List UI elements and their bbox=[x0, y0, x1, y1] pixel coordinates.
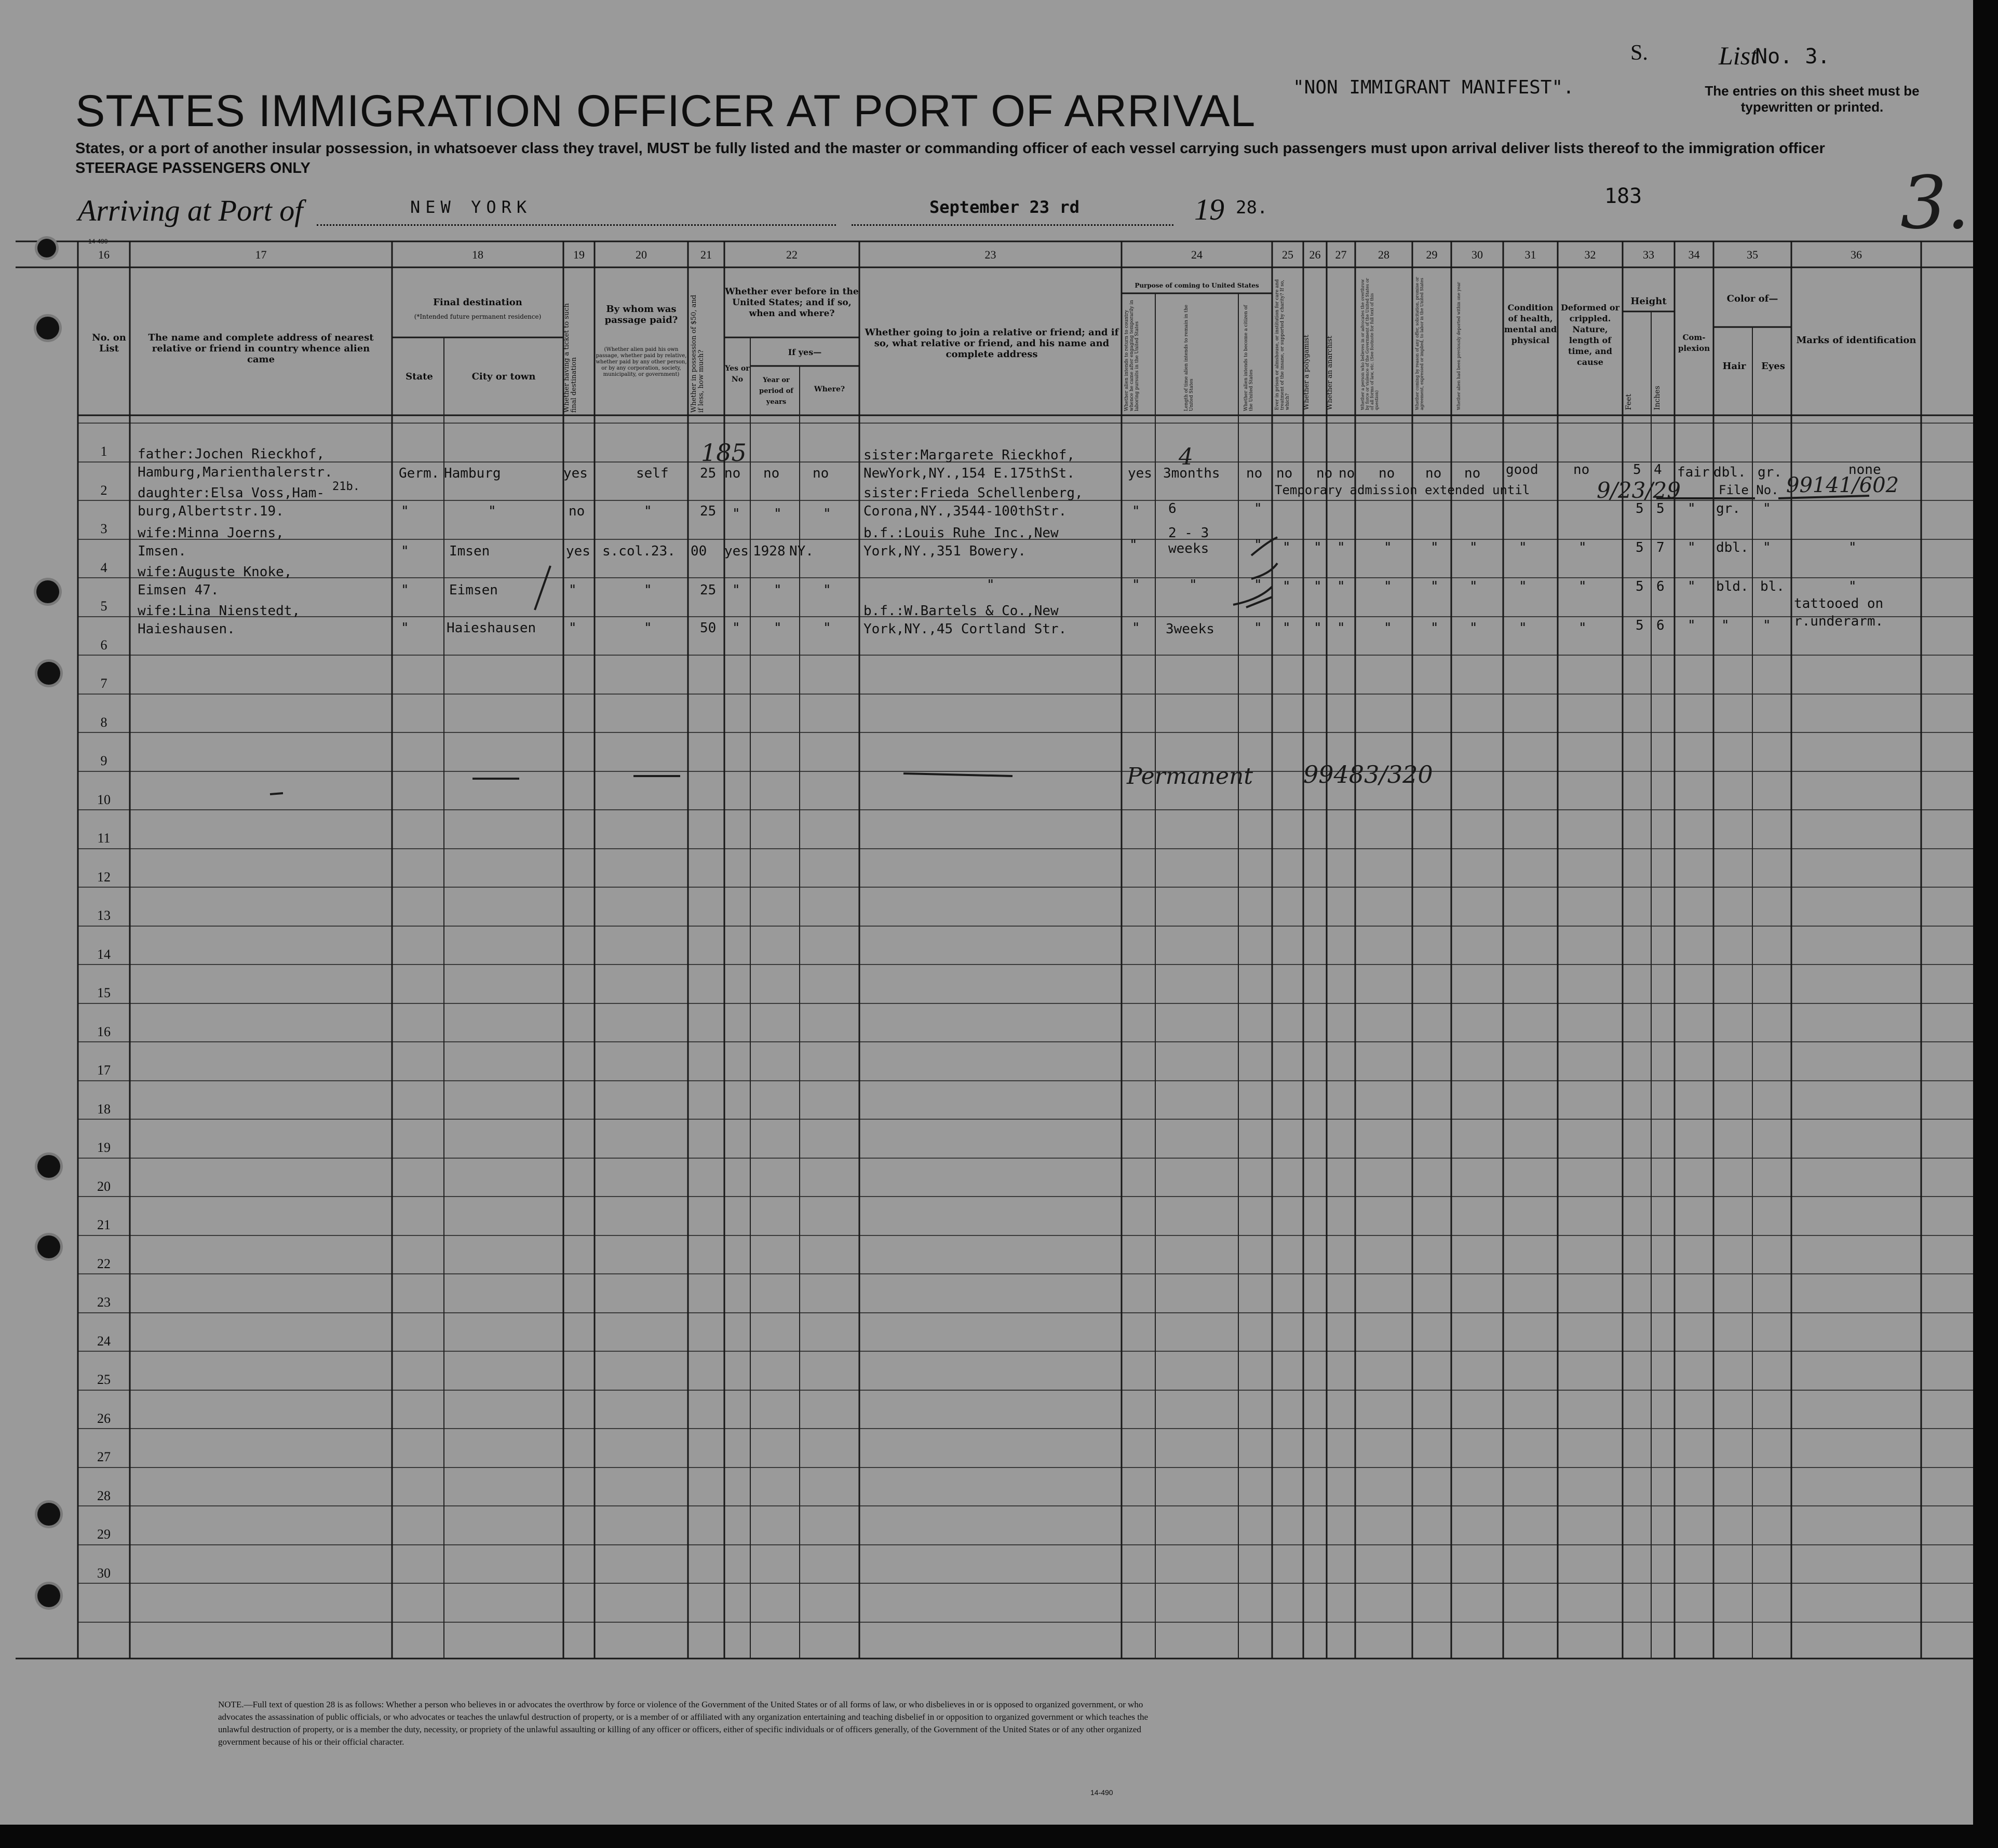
row2-state: " bbox=[401, 504, 409, 519]
row3-marks: " bbox=[1848, 579, 1857, 594]
row1-joining-line1: sister:Margarete Rieckhof, bbox=[863, 447, 1075, 463]
row4-city: Eimsen bbox=[449, 582, 498, 598]
header-purpose: Purpose of coming to United States bbox=[1135, 282, 1259, 289]
row3-inches: 7 bbox=[1656, 540, 1665, 555]
row-number: 2 bbox=[100, 483, 107, 498]
row3-period: 1928 bbox=[753, 543, 786, 559]
row3-return: " bbox=[1129, 537, 1138, 553]
row2-citizen: " bbox=[1254, 501, 1262, 517]
arrival-date: September 23 rd bbox=[929, 197, 1079, 217]
header-deformed: Deformed or crippled. Nature, length of time, and cause bbox=[1560, 303, 1619, 367]
row1-citizen: no bbox=[1246, 466, 1263, 481]
column-number: 24 bbox=[1191, 248, 1203, 261]
row3-ticket: yes bbox=[566, 543, 590, 559]
row1-eyes: gr. bbox=[1758, 465, 1782, 480]
header-prison: Ever in prison or almshouse, or institution for care and treatment of the insane, or supported by charity? If so, which? bbox=[1275, 279, 1290, 410]
column-number: 25 bbox=[1282, 248, 1293, 261]
row4-deformed: " bbox=[1578, 579, 1587, 594]
subtitle-steerage: STEERAGE PASSENGERS ONLY bbox=[75, 160, 310, 176]
header-marks: Marks of identification bbox=[1796, 335, 1916, 346]
header-offer: Whether coming by reason of any offer, solicitation, promise or agreement, expressed or implied, to labor in the United States bbox=[1415, 277, 1424, 410]
row-number: 13 bbox=[97, 908, 111, 923]
punch-hole bbox=[37, 1155, 60, 1178]
row2-period: " bbox=[774, 506, 782, 522]
row3-complexion: " bbox=[1688, 540, 1696, 555]
row-number: 17 bbox=[97, 1063, 111, 1078]
row4-length: " bbox=[1189, 577, 1197, 593]
row5-relative-line1: wife:Lina Nienstedt, bbox=[138, 603, 301, 619]
row3-paid-by: s.col.23. bbox=[602, 543, 676, 559]
header-final-destination-note: (*Intended future permanent residence) bbox=[414, 313, 542, 320]
row2-inches: 5 bbox=[1656, 501, 1665, 517]
header-final-destination: Final destination bbox=[433, 297, 522, 308]
column-number: 16 bbox=[98, 248, 110, 261]
year-prefix: 19 bbox=[1194, 193, 1224, 226]
row4-marks: tattooed on bbox=[1794, 596, 1884, 612]
column-number: 29 bbox=[1426, 248, 1438, 261]
row2-relative-line2: burg,Albertstr.19. bbox=[138, 504, 284, 519]
column-number: 33 bbox=[1643, 248, 1654, 261]
column-number: 19 bbox=[573, 248, 585, 261]
header-anarchist: Whether an anarchist bbox=[1326, 335, 1334, 410]
row2-feet: 5 bbox=[1636, 501, 1644, 517]
header-purpose-c: Whether alien intends to become a citizen of the United States bbox=[1244, 305, 1254, 411]
header-color-of: Color of— bbox=[1726, 293, 1778, 304]
row3-c28: " bbox=[1384, 540, 1392, 555]
column-number: 20 bbox=[636, 248, 647, 261]
row4-relative-line1: wife:Auguste Knoke, bbox=[138, 564, 292, 580]
row-number: 3 bbox=[100, 521, 107, 536]
row-number: 19 bbox=[97, 1140, 111, 1155]
row4-period: " bbox=[774, 582, 782, 598]
row5-deformed: " bbox=[1578, 620, 1587, 636]
header-complexion: Com-plexion bbox=[1678, 333, 1710, 353]
row5-marks: r.underarm. bbox=[1794, 614, 1884, 629]
row2-before: " bbox=[732, 506, 740, 522]
row1-marks: none bbox=[1848, 462, 1881, 478]
row3-relative-line1: wife:Minna Joerns, bbox=[138, 525, 284, 541]
row5-length: 3weeks bbox=[1166, 621, 1214, 637]
column-number: 26 bbox=[1309, 248, 1321, 261]
row2-paid-by: " bbox=[644, 504, 652, 519]
row2-length: 6 bbox=[1168, 501, 1177, 517]
row1-city: Hamburg bbox=[444, 466, 501, 481]
row5-c25: " bbox=[1282, 620, 1291, 636]
row2-hair: gr. bbox=[1716, 501, 1740, 517]
row5-c29: " bbox=[1430, 620, 1439, 636]
row3-health: " bbox=[1519, 540, 1527, 555]
row5-c30: " bbox=[1469, 620, 1478, 636]
header-passage-paid-note: (Whether alien paid his own passage, whether paid by relative, whether paid by any other person, or by any corporation, society, municipality, or government) bbox=[596, 347, 687, 377]
row4-inches: 6 bbox=[1656, 579, 1665, 594]
row1-period: no bbox=[763, 466, 780, 481]
header-joining: Whether going to join a relative or friend; and if so, what relative or friend, and his name and complete address bbox=[865, 327, 1119, 360]
row5-health: " bbox=[1519, 620, 1527, 636]
row4-before: " bbox=[732, 582, 740, 598]
row4-c30: " bbox=[1469, 579, 1478, 594]
row3-hair: dbl. bbox=[1716, 540, 1749, 555]
row2-file-number: 99141/602 bbox=[1786, 473, 1899, 497]
sheet-number: 183 bbox=[1604, 184, 1642, 208]
row4-complexion: " bbox=[1688, 579, 1696, 594]
row4-paid-by: " bbox=[644, 582, 652, 598]
row2-where: " bbox=[823, 506, 831, 522]
row2-city: " bbox=[488, 504, 496, 519]
row5-complexion: " bbox=[1688, 618, 1696, 633]
list-s-marker: S. bbox=[1630, 41, 1648, 65]
row3-c25: " bbox=[1282, 540, 1291, 555]
punch-hole bbox=[37, 1235, 60, 1258]
row5-ticket: " bbox=[569, 620, 577, 636]
row4-c26: " bbox=[1314, 579, 1322, 594]
row4-relative-line2: Eimsen 47. bbox=[138, 582, 219, 598]
header-relative-address: The name and complete address of nearest relative or friend in country whence alien came bbox=[148, 332, 374, 365]
row-number: 10 bbox=[97, 792, 111, 807]
row2-extension-date: 9/23/29 bbox=[1597, 478, 1681, 503]
row4-ticket: " bbox=[569, 582, 577, 598]
row3-length-line2: weeks bbox=[1168, 541, 1209, 556]
list-number: No. 3. bbox=[1755, 45, 1830, 69]
row5-return: " bbox=[1132, 620, 1140, 636]
row3-joining-line2: York,NY.,351 Bowery. bbox=[863, 543, 1027, 559]
header-feet: Feet bbox=[1625, 393, 1633, 410]
header-height: Height bbox=[1630, 296, 1667, 307]
row4-joining: " bbox=[987, 577, 995, 593]
column-number: 30 bbox=[1472, 248, 1483, 261]
header-before-in-us: Whether ever before in the United States; and if so, when and where? bbox=[725, 287, 859, 319]
row-number: 22 bbox=[97, 1256, 111, 1271]
row1-where: no bbox=[813, 466, 829, 481]
row4-citizen: " bbox=[1254, 577, 1262, 593]
instructions: The entries on this sheet must be typewritten or printed. bbox=[1705, 83, 1920, 115]
header-health: Condition of health, mental and physical bbox=[1504, 303, 1557, 345]
row5-eyes: " bbox=[1763, 618, 1771, 633]
subtitle: States, or a port of another insular possession, in whatsoever class they travel, MUST be fully listed and the master or commanding officer of each vessel carrying such passengers must upon arrival deliver lists thereof to the immigration officer bbox=[75, 140, 1825, 157]
header-overthrow: Whether a person who believes in or advocates the overthrow by force or violence of the Government of the United States or of all forms of law, etc. (See footnote for full text of this question) bbox=[1360, 278, 1379, 410]
row2-joining-line1: sister:Frieda Schellenberg, bbox=[863, 485, 1083, 501]
row4-hair: bld. bbox=[1716, 579, 1749, 594]
punch-hole bbox=[37, 662, 60, 685]
column-number: 34 bbox=[1688, 248, 1700, 261]
row1-inches: 4 bbox=[1654, 462, 1662, 478]
row1-c25: no bbox=[1276, 466, 1293, 481]
handwritten-sheet-number: 3. bbox=[1900, 161, 1970, 246]
column-number: 32 bbox=[1584, 248, 1596, 261]
row1-relative-line2: Hamburg,Marienthalerstr. bbox=[138, 465, 333, 480]
row-number: 16 bbox=[97, 1024, 111, 1039]
row-number: 11 bbox=[97, 831, 111, 846]
row5-paid-by: " bbox=[644, 620, 652, 636]
row4-health: " bbox=[1519, 579, 1527, 594]
year-suffix: 28. bbox=[1236, 197, 1268, 218]
row1-feet: 5 bbox=[1633, 462, 1641, 478]
permanent-number: 99483/320 bbox=[1303, 760, 1433, 789]
header-period: Year or period of years bbox=[759, 376, 793, 406]
header-purpose-a: Whether alien intends to return to country whence he came after engaging temporarily in laboring pursuits in the United States bbox=[1124, 300, 1140, 411]
manifest-type-label: "NON IMMIGRANT MANIFEST". bbox=[1293, 77, 1574, 98]
row2-ticket: no bbox=[569, 504, 585, 519]
row-number: 4 bbox=[100, 560, 107, 575]
row4-feet: 5 bbox=[1636, 579, 1644, 594]
row-number: 9 bbox=[100, 753, 107, 768]
row5-c28: " bbox=[1384, 620, 1392, 636]
row3-before: yes bbox=[724, 543, 749, 559]
header-eyes: Eyes bbox=[1761, 361, 1785, 372]
header-hair: Hair bbox=[1722, 361, 1746, 372]
row4-eyes: bl. bbox=[1760, 579, 1785, 594]
row1-return: yes bbox=[1128, 466, 1152, 481]
row1-relative-line2-suffix: 21b. bbox=[332, 480, 360, 493]
header-deported: Whether alien had been previously deported within one year bbox=[1456, 282, 1461, 410]
row5-period: " bbox=[774, 620, 782, 636]
column-number: 23 bbox=[984, 248, 996, 261]
column-number: 31 bbox=[1524, 248, 1536, 261]
row-number: 28 bbox=[97, 1488, 111, 1503]
row2-remark: Temporary admission extended until bbox=[1275, 483, 1530, 497]
row2-complexion: " bbox=[1688, 501, 1696, 517]
header-purpose-b: Length of time alien intends to remain in the United States bbox=[1184, 305, 1194, 411]
header-city: City or town bbox=[471, 371, 536, 382]
row-number: 24 bbox=[97, 1334, 111, 1349]
row3-city: Imsen bbox=[449, 543, 490, 559]
row1-c30: no bbox=[1464, 466, 1481, 481]
column-number: 27 bbox=[1335, 248, 1347, 261]
row3-citizen: " bbox=[1254, 537, 1262, 553]
row-number: 30 bbox=[97, 1566, 111, 1581]
row-number: 1 bbox=[100, 444, 107, 459]
row1-deformed: no bbox=[1573, 462, 1590, 478]
form-code-top: 14-490 bbox=[88, 238, 108, 245]
row-number: 5 bbox=[100, 599, 107, 614]
arriving-label: Arriving at Port of bbox=[78, 194, 303, 227]
row4-c29: " bbox=[1430, 579, 1439, 594]
row1-money: 25 bbox=[700, 466, 717, 481]
row5-c27: " bbox=[1337, 620, 1345, 636]
row1-complexion: fair bbox=[1677, 465, 1710, 480]
row-number: 14 bbox=[97, 947, 111, 962]
row1-length-handwritten: 4 bbox=[1179, 444, 1193, 470]
row-number: 20 bbox=[97, 1179, 111, 1194]
header-yes-no: Yes or No bbox=[725, 364, 750, 384]
row1-c28: no bbox=[1379, 466, 1395, 481]
row3-state: " bbox=[401, 543, 409, 559]
row2-file-label: File No. bbox=[1719, 483, 1779, 497]
row5-inches: 6 bbox=[1656, 618, 1665, 633]
header-state: State bbox=[406, 371, 433, 382]
row-number: 25 bbox=[97, 1372, 111, 1387]
row5-where: " bbox=[823, 620, 831, 636]
column-number: 18 bbox=[472, 248, 483, 261]
row3-length: 2 - 3 bbox=[1168, 525, 1209, 541]
row3-where: NY. bbox=[789, 543, 814, 559]
row1-joining-line2: NewYork,NY.,154 E.175thSt. bbox=[863, 466, 1075, 481]
row4-c28: " bbox=[1384, 579, 1392, 594]
row-number: 12 bbox=[97, 869, 111, 885]
row4-c25: " bbox=[1282, 579, 1291, 594]
page-title: STATES IMMIGRATION OFFICER AT PORT OF ARRIVAL bbox=[75, 86, 1256, 136]
header-if-yes: If yes— bbox=[788, 347, 822, 357]
row-number: 15 bbox=[97, 985, 111, 1000]
row5-c26: " bbox=[1314, 620, 1322, 636]
column-number: 22 bbox=[786, 248, 798, 261]
row-number: 21 bbox=[97, 1217, 111, 1232]
row3-c26: " bbox=[1314, 540, 1322, 555]
row2-marks: " bbox=[1848, 540, 1857, 555]
column-number: 35 bbox=[1747, 248, 1758, 261]
punch-hole bbox=[37, 1584, 60, 1607]
row4-money: 25 bbox=[700, 582, 717, 598]
row3-feet: 5 bbox=[1636, 540, 1644, 555]
row1-before: no bbox=[724, 466, 741, 481]
row1-paid-by: self bbox=[636, 466, 669, 481]
row3-joining-line1: b.f.:Louis Ruhe Inc.,New bbox=[863, 525, 1059, 541]
row5-before: " bbox=[732, 620, 740, 636]
row2-joining-line2: Corona,NY.,3544-100thStr. bbox=[863, 504, 1067, 519]
row3-relative-line2: Imsen. bbox=[138, 543, 186, 559]
punch-hole bbox=[36, 580, 59, 603]
row4-return: " bbox=[1132, 577, 1140, 593]
row1-c29: no bbox=[1425, 466, 1442, 481]
column-number: 28 bbox=[1378, 248, 1389, 261]
row5-citizen: " bbox=[1254, 620, 1262, 636]
row-number: 7 bbox=[100, 676, 107, 691]
list-label: List bbox=[1719, 41, 1758, 70]
row5-joining-line1: b.f.:W.Bartels & Co.,New bbox=[863, 603, 1059, 619]
row1-money-handwritten: 185 bbox=[701, 439, 747, 467]
header-passage-paid: By whom was passage paid? bbox=[604, 304, 678, 325]
header-money: Whether in possession of $50, and if less, how much? bbox=[690, 294, 705, 413]
row5-city: Haieshausen bbox=[447, 620, 536, 636]
footnote: NOTE.—Full text of question 28 is as follows: Whether a person who believes in or advocates the overthrow by force or violence of the Government of the United States or of all forms of law, or who disbelieves in or is opposed to organized government, or who advocates the assassination of public officials, or who advocates or teaches the unlawful destruction of property, or is a member of or affiliated with any organization entertaining and teaching disbelief in or opposition to organized government or which teaches the unlawful destruction of property, or is a member the duty, necessity, or propriety of the unlawful assaulting or killing of any officer or officers, either of specific individuals or of officers generally, of the Government of the United States or of any other organized government because of his or their official character. bbox=[218, 1700, 1149, 1747]
header-inches: Inches bbox=[1653, 386, 1662, 410]
header-where: Where? bbox=[814, 385, 845, 393]
column-number: 36 bbox=[1851, 248, 1862, 261]
row1-c26: no bbox=[1316, 466, 1333, 481]
row5-feet: 5 bbox=[1636, 618, 1644, 633]
row-number: 27 bbox=[97, 1449, 111, 1464]
row-number: 26 bbox=[97, 1411, 111, 1426]
row-number: 29 bbox=[97, 1527, 111, 1542]
row4-c27: " bbox=[1337, 579, 1345, 594]
arrival-port: NEW YORK bbox=[410, 197, 532, 217]
row5-hair: " bbox=[1721, 618, 1730, 633]
row3-c27: " bbox=[1337, 540, 1345, 555]
row3-c30: " bbox=[1469, 540, 1478, 555]
header-ticket: Whether having a ticket to such final destination bbox=[563, 303, 578, 413]
punch-hole bbox=[37, 1503, 60, 1526]
row5-relative-line2: Haieshausen. bbox=[138, 621, 235, 637]
row1-health: good bbox=[1506, 462, 1538, 478]
row2-relative-line1: daughter:Elsa Voss,Ham- bbox=[138, 485, 325, 501]
row4-where: " bbox=[823, 582, 831, 598]
row2-money: 25 bbox=[700, 504, 717, 519]
row1-c27: no bbox=[1339, 466, 1355, 481]
row4-state: " bbox=[401, 582, 409, 598]
row1-length: 3months bbox=[1163, 466, 1220, 481]
row1-relative-line1: father:Jochen Rieckhof, bbox=[138, 446, 325, 462]
row-number: 8 bbox=[100, 715, 107, 730]
row3-c29: " bbox=[1430, 540, 1439, 555]
row1-ticket: yes bbox=[563, 466, 588, 481]
header-polygamist: Whether a polygamist bbox=[1303, 334, 1311, 410]
row5-money: 50 bbox=[700, 620, 717, 636]
row5-joining-line2: York,NY.,45 Cortland Str. bbox=[863, 621, 1067, 637]
form-code-bottom: 14-490 bbox=[1090, 1788, 1113, 1797]
column-number: 17 bbox=[255, 248, 267, 261]
row-number: 18 bbox=[97, 1102, 111, 1117]
column-number: 21 bbox=[700, 248, 712, 261]
row1-hair: dbl. bbox=[1713, 465, 1746, 480]
row3-deformed: " bbox=[1578, 540, 1587, 555]
row2-eyes: " bbox=[1763, 501, 1771, 517]
permanent-label: Permanent bbox=[1127, 763, 1253, 790]
row3-eyes: " bbox=[1763, 540, 1771, 555]
row-number: 6 bbox=[100, 637, 107, 653]
row2-return: " bbox=[1132, 504, 1140, 519]
header-no-on-list: No. on List bbox=[92, 332, 126, 354]
row5-state: " bbox=[401, 620, 409, 636]
punch-hole bbox=[37, 239, 56, 257]
row1-state: Germ. bbox=[399, 466, 440, 481]
punch-hole bbox=[36, 317, 59, 339]
row-number: 23 bbox=[97, 1295, 111, 1310]
row3-money: 00 bbox=[691, 543, 707, 559]
